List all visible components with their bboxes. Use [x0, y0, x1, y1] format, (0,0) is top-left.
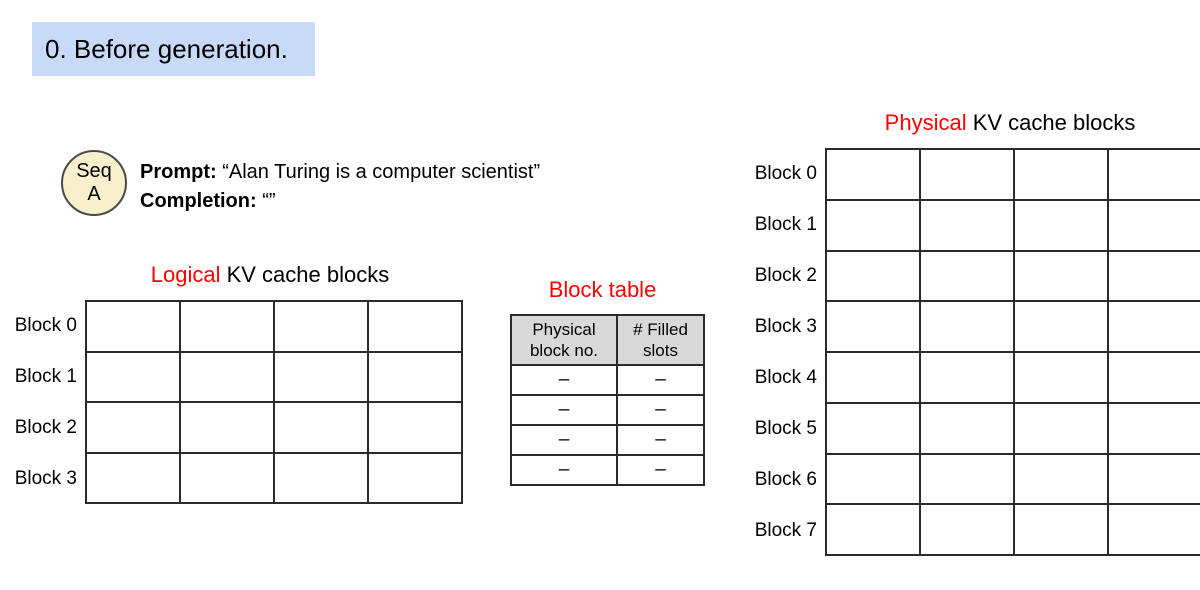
- cache-cell: [86, 453, 180, 504]
- logical-row-label: Block 1: [14, 366, 77, 387]
- physical-kv-title: [825, 110, 1195, 136]
- cache-cell: [86, 402, 180, 453]
- table-row: [86, 301, 462, 352]
- cache-cell: [920, 251, 1014, 302]
- cache-cell: [368, 301, 462, 352]
- cache-cell: [1108, 454, 1200, 505]
- cache-cell: [86, 352, 180, 403]
- cache-cell: [920, 301, 1014, 352]
- cache-cell: [920, 200, 1014, 251]
- cache-cell: [180, 453, 274, 504]
- physical-kv-grid-group: [748, 148, 1200, 556]
- table-row: [86, 453, 462, 504]
- physical-row-label: Block 2: [754, 265, 817, 286]
- step-title-text: 0. Before generation.: [45, 34, 288, 64]
- table-row: [86, 402, 462, 453]
- cache-cell: [1014, 504, 1108, 555]
- cache-cell: [1108, 352, 1200, 403]
- cache-cell: [920, 504, 1014, 555]
- prompt-label: Prompt:: [140, 161, 217, 183]
- cache-cell: [1014, 200, 1108, 251]
- cache-cell: [826, 301, 920, 352]
- physical-kv-title-highlight: Physical: [884, 110, 967, 135]
- cache-cell: [1014, 301, 1108, 352]
- physical-row-label: Block 6: [754, 469, 817, 490]
- cache-cell: [1108, 403, 1200, 454]
- block-table-cell: –: [511, 455, 617, 485]
- physical-row-labels: [748, 148, 817, 556]
- cache-cell: [180, 301, 274, 352]
- logical-kv-grid-group: [8, 300, 463, 504]
- cache-cell: [826, 149, 920, 200]
- cache-cell: [1108, 301, 1200, 352]
- cache-cell: [826, 504, 920, 555]
- cache-cell: [1014, 149, 1108, 200]
- table-row: [86, 352, 462, 403]
- cache-cell: [274, 402, 368, 453]
- block-table-header-row: [511, 315, 704, 365]
- physical-kv-grid: [825, 148, 1200, 556]
- cache-cell: [1108, 251, 1200, 302]
- cache-cell: [1014, 403, 1108, 454]
- cache-cell: [1014, 454, 1108, 505]
- prompt-line: [140, 158, 540, 187]
- completion-label: Completion:: [140, 190, 257, 212]
- cache-cell: [368, 453, 462, 504]
- cache-cell: [826, 454, 920, 505]
- seq-badge-line2: A: [87, 183, 101, 205]
- table-row: [826, 403, 1200, 454]
- cache-cell: [180, 402, 274, 453]
- table-row: [511, 425, 704, 455]
- cache-cell: [920, 149, 1014, 200]
- table-row: [826, 149, 1200, 200]
- cache-cell: [826, 352, 920, 403]
- logical-row-labels: [8, 300, 77, 504]
- physical-kv-title-rest: KV cache blocks: [966, 110, 1136, 135]
- table-row: [826, 454, 1200, 505]
- cache-cell: [1108, 200, 1200, 251]
- physical-row-label: Block 7: [754, 520, 817, 541]
- block-table-title: Block table: [548, 277, 657, 302]
- block-table-header-filled: # Filled slots: [617, 315, 704, 365]
- cache-cell: [826, 200, 920, 251]
- cache-cell: [368, 402, 462, 453]
- table-row: [826, 251, 1200, 302]
- cache-cell: [180, 352, 274, 403]
- cache-cell: [1014, 352, 1108, 403]
- block-table: [510, 314, 705, 486]
- block-table-header-physical: Physical block no.: [511, 315, 617, 365]
- cache-cell: [368, 352, 462, 403]
- table-row: [826, 504, 1200, 555]
- logical-kv-title-highlight: Logical: [150, 262, 221, 287]
- block-table-cell: –: [511, 395, 617, 425]
- table-row: [826, 301, 1200, 352]
- table-row: [826, 352, 1200, 403]
- cache-cell: [274, 301, 368, 352]
- block-table-cell: –: [617, 455, 704, 485]
- cache-cell: [826, 403, 920, 454]
- physical-row-label: Block 5: [754, 418, 817, 439]
- logical-row-label: Block 2: [14, 417, 77, 438]
- logical-row-label: Block 3: [14, 468, 77, 489]
- cache-cell: [920, 403, 1014, 454]
- cache-cell: [1014, 251, 1108, 302]
- block-table-wrap: [510, 314, 705, 486]
- cache-cell: [274, 352, 368, 403]
- completion-line: [140, 187, 540, 216]
- block-table-cell: –: [511, 365, 617, 395]
- block-table-cell: –: [617, 425, 704, 455]
- cache-cell: [920, 352, 1014, 403]
- cache-cell: [1108, 504, 1200, 555]
- physical-row-label: Block 3: [754, 316, 817, 337]
- logical-kv-grid: [85, 300, 463, 504]
- table-row: [511, 365, 704, 395]
- logical-row-label: Block 0: [14, 315, 77, 336]
- physical-row-label: Block 1: [754, 214, 817, 235]
- cache-cell: [826, 251, 920, 302]
- table-row: [511, 395, 704, 425]
- cache-cell: [274, 453, 368, 504]
- cache-cell: [86, 301, 180, 352]
- table-row: [511, 455, 704, 485]
- prompt-text: “Alan Turing is a computer scientist”: [222, 161, 541, 183]
- logical-kv-title: [85, 262, 455, 288]
- cache-cell: [1108, 149, 1200, 200]
- seq-badge-line1: Seq: [76, 160, 112, 182]
- completion-text: “”: [262, 190, 276, 212]
- block-table-cell: –: [617, 365, 704, 395]
- seq-a-badge: [61, 150, 127, 216]
- logical-kv-title-rest: KV cache blocks: [220, 262, 390, 287]
- physical-row-label: Block 4: [754, 367, 817, 388]
- block-table-cell: –: [617, 395, 704, 425]
- prompt-block: [140, 158, 540, 216]
- block-table-cell: –: [511, 425, 617, 455]
- step-title: [32, 22, 315, 76]
- cache-cell: [920, 454, 1014, 505]
- physical-row-label: Block 0: [754, 163, 817, 184]
- table-row: [826, 200, 1200, 251]
